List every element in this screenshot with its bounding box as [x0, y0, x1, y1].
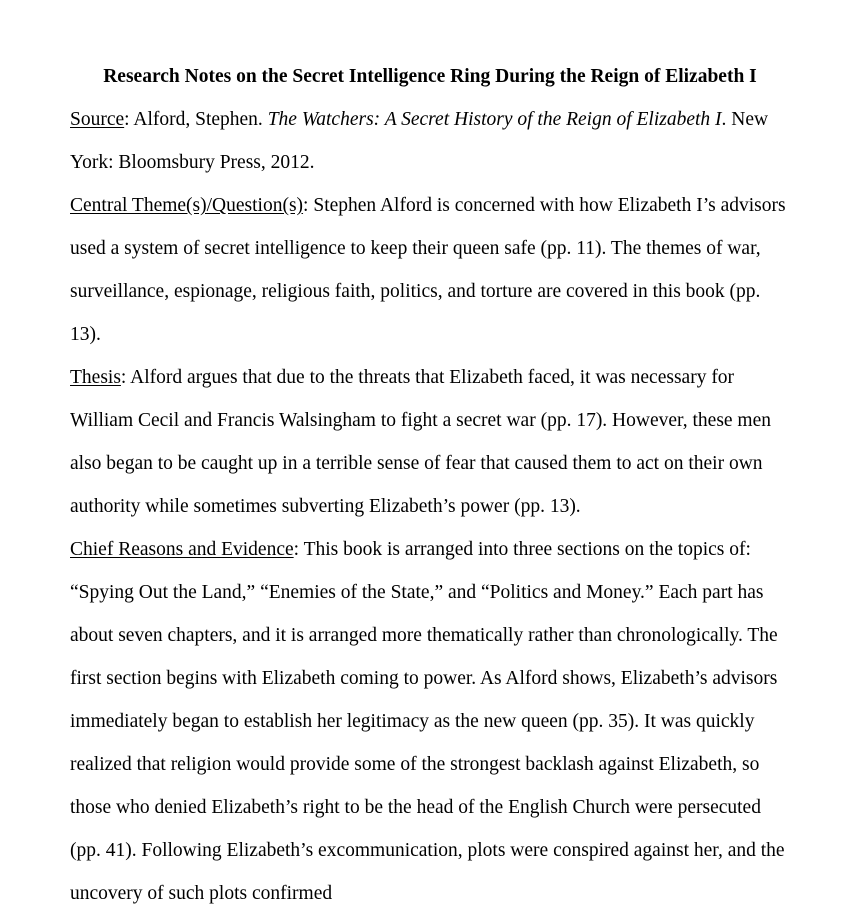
- source-author: Alford, Stephen.: [133, 109, 268, 130]
- section-label-central-theme: Central Theme(s)/Question(s): [70, 195, 304, 216]
- section-thesis: [70, 356, 790, 528]
- section-separator-thesis: :: [120, 367, 131, 388]
- section-source: [70, 98, 790, 184]
- source-book-title: The Watchers: A Secret History of the Reign of Elizabeth I: [267, 109, 722, 130]
- section-body-thesis: Alford argues that due to the threats that Elizabeth faced, it was necessary for William Cecil and Francis Walsingham to fight a secret war (pp. 17). However, these men also began to be caught up in a terrible sense of fear that caused them to act on their own authority while sometimes subverting Elizabeth’s power (pp. 13).: [70, 367, 772, 517]
- section-label-chief-reasons: Chief Reasons and Evidence: [70, 539, 294, 560]
- page-title: Research Notes on the Secret Intelligence Ring During the Reign of Elizabeth I: [103, 66, 757, 87]
- section-body-central-theme: Stephen Alford is concerned with how Elizabeth I’s advisors used a system of secret intelligence to keep their queen safe (pp. 11). The themes of war, surveillance, espionage, religious faith, politics, and torture are covered in this book (pp. 13).: [70, 195, 786, 345]
- section-label-source: Source: [70, 109, 125, 130]
- section-central-theme: [70, 184, 790, 356]
- section-chief-reasons: [70, 528, 790, 915]
- section-separator-central-theme: :: [303, 195, 314, 216]
- section-label-thesis: Thesis: [70, 367, 121, 388]
- source-publication: . New York: Bloomsbury Press, 2012.: [70, 109, 769, 173]
- section-separator-source: :: [124, 109, 134, 130]
- section-body-chief-reasons: This book is arranged into three sections on the topics of: “Spying Out the Land,” “Enemies of the State,” and “Politics and Money.” Each part has about seven chapters, and it is arranged more thematically rather than chronologically. The first section begins with Elizabeth coming to power. As Alford shows, Elizabeth’s advisors immediately began to establish her legitimacy as the new queen (pp. 35). It was quickly realized that religion would provide some of the strongest backlash against Elizabeth, so those who denied Elizabeth’s right to be the head of the English Church were persecuted (pp. 41). Following Elizabeth’s excommunication, plots were conspired against her, and the uncovery of such plots confirmed: [70, 539, 785, 904]
- section-separator-chief-reasons: :: [293, 539, 304, 560]
